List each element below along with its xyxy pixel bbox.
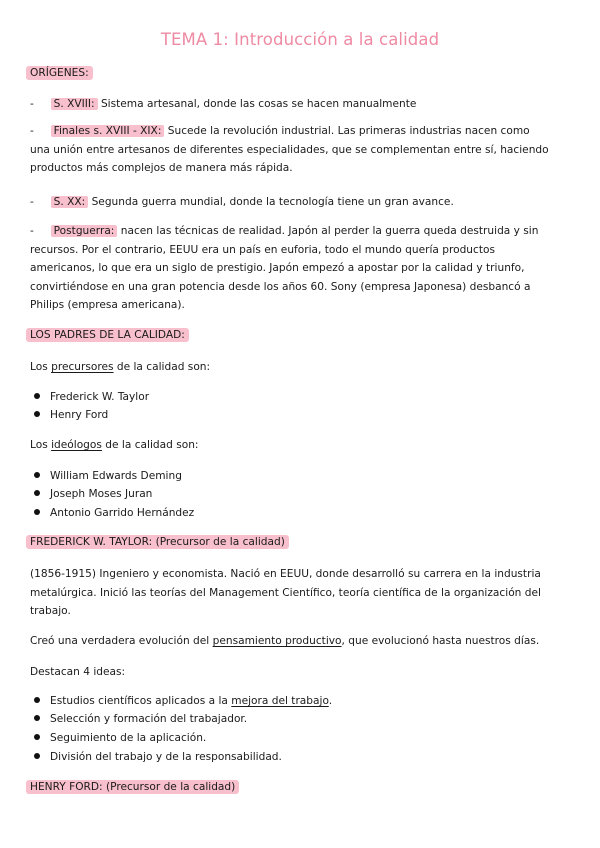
page-title: TEMA 1: Introducción a la calidad xyxy=(160,30,440,49)
list-item xyxy=(34,731,206,745)
origenes-item-3 xyxy=(30,195,454,209)
taylor-paragraph-1 xyxy=(30,565,575,621)
item-line: Philips (empresa americana). xyxy=(30,299,185,311)
dash-marker: - xyxy=(30,98,51,110)
item-line: una unión entre artesanos de diferentes especialidades, que se complementan entre sí, haciendo xyxy=(30,143,549,156)
item-text: nacen las técnicas de realidad. Japón al perder la guerra queda destruida y sin xyxy=(117,225,539,237)
item-line xyxy=(30,222,575,241)
list-item xyxy=(34,750,282,764)
bullet-icon xyxy=(34,411,40,417)
bullet-icon xyxy=(34,715,40,721)
list-item xyxy=(34,487,152,501)
list-item-text: Frederick W. Taylor xyxy=(50,391,150,403)
section-heading-padres: LOS PADRES DE LA CALIDAD: xyxy=(26,328,189,342)
item-label: Finales s. XVIII - XIX: xyxy=(51,125,165,137)
bullet-icon xyxy=(34,697,40,703)
underlined-term: mejora del trabajo xyxy=(231,695,329,707)
item-label: Postguerra: xyxy=(51,225,118,237)
bullet-icon xyxy=(34,753,40,759)
list-item xyxy=(34,694,332,708)
list-item xyxy=(34,408,108,422)
origenes-item-4 xyxy=(30,222,575,315)
precursores-intro xyxy=(30,360,210,374)
origenes-item-1 xyxy=(30,97,416,111)
list-item-text: Seguimiento de la aplicación. xyxy=(50,732,207,744)
ideologos-intro xyxy=(30,438,199,452)
intro-text: de la calidad son: xyxy=(101,439,199,451)
paragraph-line: metalúrgica. Inició las teorías del Management Científico, teoría científica de la organización del xyxy=(30,586,541,599)
intro-text: de la calidad son: xyxy=(113,361,211,373)
dash-marker: - xyxy=(30,125,51,137)
paragraph-line: trabajo. xyxy=(30,605,71,617)
item-text: Segunda guerra mundial, donde la tecnología tiene un gran avance. xyxy=(88,196,454,208)
dash-marker: - xyxy=(30,196,51,208)
dash-marker: - xyxy=(30,225,51,237)
item-line: productos más complejos de manera más rápida. xyxy=(30,162,293,174)
bullet-icon xyxy=(34,393,40,399)
bullet-icon xyxy=(34,509,40,515)
underlined-term: precursores xyxy=(51,361,114,373)
item-label: S. XX: xyxy=(51,196,89,208)
item-line: recursos. Por el contrario, EEUU era un país en euforia, todo el mundo quería productos xyxy=(30,243,495,256)
item-label: S. XVIII: xyxy=(51,98,98,110)
bullet-icon xyxy=(34,734,40,740)
list-item-text: . xyxy=(328,695,333,707)
underlined-term: pensamiento productivo xyxy=(212,635,342,647)
intro-text: Los xyxy=(30,361,52,373)
list-item-text: Henry Ford xyxy=(50,409,109,421)
list-item-text: Estudios científicos aplicados a la xyxy=(50,695,232,707)
list-item-text: Antonio Garrido Hernández xyxy=(50,507,195,519)
item-line xyxy=(30,122,575,141)
item-line: americanos, lo que era un siglo de prestigio. Japón empezó a apostar por la calidad y triunfo, xyxy=(30,262,525,274)
paragraph-line: (1856-1915) Ingeniero y economista. Nació en EEUU, donde desarrolló su carrera en la industria xyxy=(30,568,541,580)
list-item-text: Selección y formación del trabajador. xyxy=(50,713,248,725)
item-text: Sucede la revolución industrial. Las primeras industrias nacen como xyxy=(164,125,530,137)
paragraph-text: Creó una verdadera evolución del xyxy=(30,635,213,647)
list-item-text: División del trabajo y de la responsabilidad. xyxy=(50,751,282,763)
list-item-text: William Edwards Deming xyxy=(50,470,182,482)
paragraph-text: , que evolucionó hasta nuestros días. xyxy=(341,635,540,647)
list-item xyxy=(34,390,149,404)
underlined-term: ideólogos xyxy=(51,439,102,451)
section-heading-ford: HENRY FORD: (Precursor de la calidad) xyxy=(26,780,239,794)
taylor-paragraph-3: Destacan 4 ideas: xyxy=(30,666,126,678)
intro-text: Los xyxy=(30,439,52,451)
section-heading-origenes: ORÍGENES: xyxy=(26,66,93,80)
list-item xyxy=(34,469,182,483)
origenes-item-2 xyxy=(30,122,575,178)
list-item xyxy=(34,506,194,520)
section-heading-taylor: FREDERICK W. TAYLOR: (Precursor de la calidad) xyxy=(26,535,289,549)
item-text: Sistema artesanal, donde las cosas se hacen manualmente xyxy=(97,98,417,110)
list-item xyxy=(34,712,247,726)
item-line: convirtiéndose en una gran potencia desde los años 60. Sony (empresa Japonesa) desbancó a xyxy=(30,280,531,293)
taylor-paragraph-2 xyxy=(30,634,539,648)
bullet-icon xyxy=(34,490,40,496)
bullet-icon xyxy=(34,472,40,478)
list-item-text: Joseph Moses Juran xyxy=(50,488,153,500)
